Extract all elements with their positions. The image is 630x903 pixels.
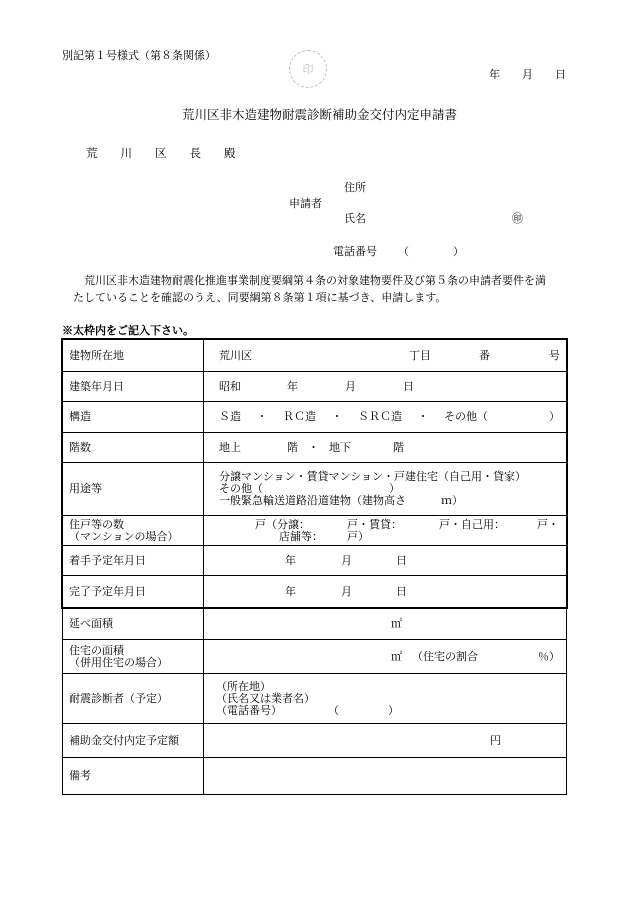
label-floors: 階数 <box>63 433 204 463</box>
row-start-date <box>63 546 567 576</box>
start-month: 月 <box>341 553 352 567</box>
location-chome: 丁目 <box>409 348 431 362</box>
addressee: 荒 川 区 長 殿 <box>86 146 236 160</box>
field-units[interactable] <box>204 516 567 546</box>
structure-dot-3: ・ <box>417 410 429 423</box>
diagnostician-name: （氏名又は業者名） <box>216 691 315 705</box>
label-structure: 構造 <box>63 402 204 433</box>
floors-kai-1: 階 <box>287 440 298 454</box>
label-built: 建築年月日 <box>63 372 204 402</box>
label-subsidy: 補助金交付内定予定額 <box>63 724 204 758</box>
label-location: 建物所在地 <box>63 340 204 372</box>
body-text-line-2: たしていることを確認のうえ、同要綱第８条第１項に基づき、申請します。 <box>73 291 447 304</box>
location-go: 号 <box>549 348 560 362</box>
row-floors <box>63 433 567 463</box>
label-residential-area <box>63 640 204 674</box>
residential-ratio-end: ％） <box>538 649 560 663</box>
label-units-line-1: 住戸等の数 <box>69 517 124 531</box>
location-ban: 番 <box>479 348 490 362</box>
application-form-table <box>62 339 567 795</box>
stamp-placeholder <box>289 50 327 88</box>
label-units <box>63 516 204 546</box>
complete-year: 年 <box>285 584 296 598</box>
form-number: 別記第１号様式（第８条関係） <box>62 49 216 62</box>
floors-kai-2: 階 <box>393 440 404 454</box>
diagnostician-phone-close: ） <box>388 703 399 717</box>
units-total: 戸（分譲： <box>255 517 310 531</box>
location-ward: 荒川区 <box>219 348 252 362</box>
label-start-date: 着手予定年月日 <box>63 546 204 576</box>
residential-area-unit: ㎡ <box>391 649 402 663</box>
label-remarks: 備考 <box>63 758 204 795</box>
field-use[interactable] <box>204 463 567 516</box>
row-residential-area <box>63 640 567 674</box>
row-complete-date <box>63 576 567 608</box>
field-remarks[interactable] <box>204 758 567 795</box>
seal-mark: ㊞ <box>512 212 523 225</box>
body-text-line-1: 荒川区非木造建物耐震化推進事業制度要綱第４条の対象建物要件及び第５条の申請者要件を満 <box>84 274 546 287</box>
applicant-name-label: 氏名 <box>344 212 366 225</box>
diagnostician-phone: （電話番号） <box>216 703 282 717</box>
label-diagnostician: 耐震診断者（予定） <box>63 674 204 724</box>
applicant-phone-parens: （ ） <box>398 245 464 258</box>
row-built <box>63 372 567 402</box>
structure-dot-2: ・ <box>331 410 343 423</box>
field-floor-area[interactable] <box>204 608 567 640</box>
structure-other[interactable]: その他（ <box>444 410 488 423</box>
units-rental: 戸・賃貸： <box>347 517 402 531</box>
row-units <box>63 516 567 546</box>
start-day: 日 <box>396 553 407 567</box>
use-other-close: ） <box>389 482 400 495</box>
label-units-line-2: （マンションの場合） <box>69 529 179 543</box>
field-diagnostician[interactable] <box>204 674 567 724</box>
built-month: 月 <box>345 379 356 393</box>
structure-src[interactable]: ＳＲＣ造 <box>358 410 402 423</box>
units-shop-end: 戸） <box>347 529 369 543</box>
field-start-date[interactable] <box>204 546 567 576</box>
complete-day: 日 <box>396 584 407 598</box>
use-emergency-road: 一般緊急輸送道路沿道建物（建物高さ <box>219 494 406 507</box>
label-residential-line-1: 住宅の面積 <box>69 643 124 657</box>
complete-month: 月 <box>341 584 352 598</box>
built-year: 年 <box>287 379 298 393</box>
applicant-address-label: 住所 <box>344 181 366 194</box>
label-floor-area: 延べ面積 <box>63 608 204 640</box>
row-use <box>63 463 567 516</box>
applicant-label: 申請者 <box>289 197 322 210</box>
row-location <box>63 340 567 372</box>
field-floors[interactable] <box>204 433 567 463</box>
diagnostician-phone-open: （ <box>328 703 339 717</box>
label-complete-date: 完了予定年月日 <box>63 576 204 608</box>
field-structure[interactable] <box>204 402 567 433</box>
field-subsidy[interactable] <box>204 724 567 758</box>
use-height-unit: ｍ） <box>441 494 463 507</box>
floors-dot: ・ <box>308 440 319 454</box>
use-line-1: 分譲マンション・賃貸マンション・戸建住宅（自己用・貸家） <box>219 470 527 483</box>
field-built[interactable] <box>204 372 567 402</box>
row-structure <box>63 402 567 433</box>
field-residential-area[interactable] <box>204 640 567 674</box>
label-use: 用途等 <box>63 463 204 516</box>
row-subsidy <box>63 724 567 758</box>
units-end: 戸・ <box>537 517 559 531</box>
floor-area-unit: ㎡ <box>391 616 402 630</box>
field-location[interactable] <box>204 340 567 372</box>
residential-ratio: （住宅の割合 <box>412 649 478 663</box>
field-complete-date[interactable] <box>204 576 567 608</box>
subsidy-unit: 円 <box>490 733 501 747</box>
label-residential-line-2: （併用住宅の場合） <box>69 655 168 669</box>
use-other-open: その他（ <box>219 482 263 495</box>
applicant-phone-label: 電話番号 <box>333 245 377 258</box>
document-title: 荒川区非木造建物耐震診断補助金交付内定申請書 <box>182 107 458 122</box>
stamp-mark: 印 <box>302 63 314 76</box>
floors-below: 地下 <box>329 440 351 454</box>
structure-s[interactable]: Ｓ造 <box>219 410 241 423</box>
diagnostician-address: （所在地） <box>216 679 271 693</box>
row-remarks <box>63 758 567 795</box>
instruction-note: ※太枠内をご記入下さい。 <box>62 324 194 337</box>
row-diagnostician <box>63 674 567 724</box>
built-day: 日 <box>403 379 414 393</box>
structure-rc[interactable]: ＲＣ造 <box>283 410 316 423</box>
row-floor-area <box>63 608 567 640</box>
units-own: 戸・自己用： <box>439 517 505 531</box>
built-era: 昭和 <box>219 379 241 393</box>
floors-above: 地上 <box>219 440 241 454</box>
structure-dot-1: ・ <box>256 410 268 423</box>
structure-close: ） <box>549 410 560 423</box>
units-shop: 店舗等： <box>279 529 323 543</box>
start-year: 年 <box>285 553 296 567</box>
date-line: 年 月 日 <box>489 68 566 81</box>
